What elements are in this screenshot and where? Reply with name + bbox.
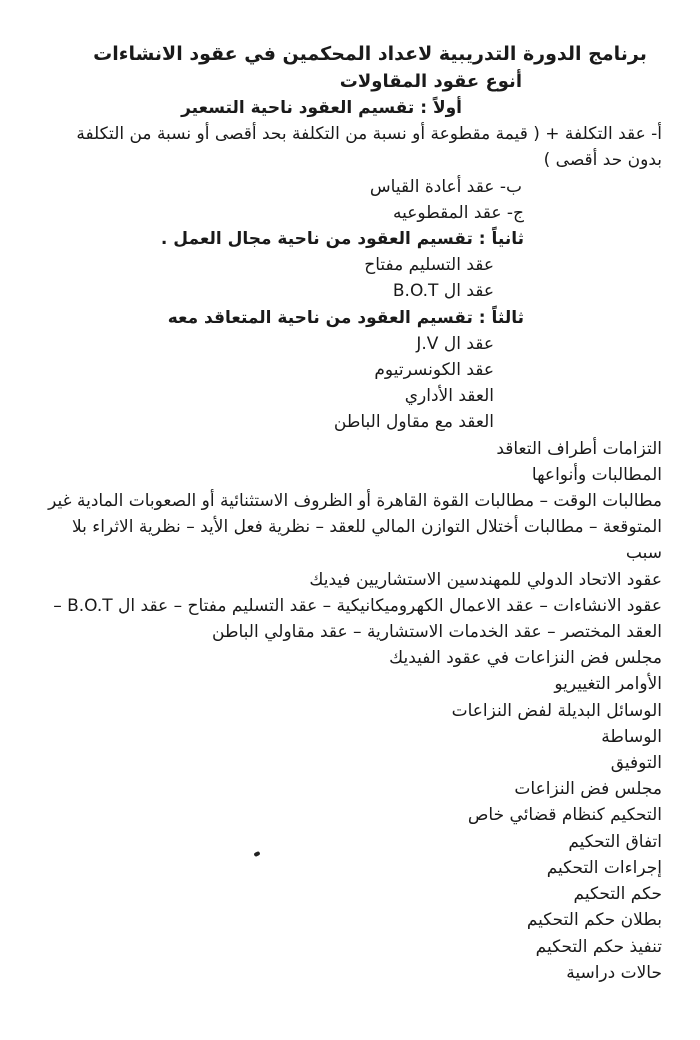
topic-claims: المطالبات وأنواعها (531, 464, 662, 485)
section1-item-b: ب- عقد أعادة القياس (369, 176, 522, 197)
section1-heading: أولاً : تقسيم العقود ناحية التسعير (181, 98, 462, 118)
topic-list-item: مجلس فض النزاعات في عقود الفيديك (389, 648, 662, 669)
section2-item-1: عقد التسليم مفتاح (364, 255, 494, 276)
section3-item-1: عقد ال J.V (416, 333, 494, 354)
topic-list-item: حكم التحكيم (573, 884, 662, 905)
section2-heading: ثانياً : تقسيم العقود من ناحية مجال العمل . (160, 229, 524, 250)
topic-list-item: تنفيذ حكم التحكيم (535, 936, 662, 957)
section3-item-4: العقد مع مقاول الباطن (333, 412, 494, 433)
section3-item-3: العقد الأداري (404, 386, 494, 407)
topic-fidic-detail: عقود الانشاءات – عقد الاعمال الكهروميكانيكية – عقد التسليم مفتاح – عقد ال B.O.T – العقد المختصر – عقد الخدمات الاستشارية – عقد مقاولي الباطن (53, 595, 662, 643)
section1-item-c: ج- عقد المقطوعيه (392, 202, 524, 223)
section3-item-2: عقد الكونسرتيوم (374, 360, 494, 381)
topic-fidic: عقود الاتحاد الدولي للمهندسين الاستشاريين فيديك (309, 569, 662, 590)
section1-item-a: أ- عقد التكلفة + ( قيمة مقطوعة أو نسبة من التكلفة بحد أقصى أو نسبة من التكلفة بدون حد أقصى ) (76, 124, 662, 171)
topic-obligations: التزامات أطراف التعاقد (496, 438, 662, 459)
topic-list-item: حالات دراسية (566, 962, 662, 983)
section3-heading: ثالثاً : تقسيم العقود من ناحية المتعاقد معه (167, 307, 524, 328)
document-title: برنامج الدورة التدريبية لاعداد المحكمين في عقود الانشاءات (93, 43, 647, 65)
section2-item-2: عقد ال B.O.T (392, 281, 494, 302)
topic-list-item: الوساطة (601, 726, 662, 747)
topic-list-item: مجلس فض النزاعات (514, 779, 662, 800)
topic-list-item: الأوامر التغييريو (554, 674, 662, 695)
topic-list-item: التحكيم كنظام قضائي خاص (467, 805, 662, 826)
document-subtitle: أنوع عقود المقاولات (339, 71, 522, 92)
topic-claims-detail: مطالبات الوقت – مطالبات القوة القاهرة أو الظروف الاستثنائية أو الصعوبات المادية غير المتوقعة – مطالبات أختلال التوازن المالي للعقد – نظرية فعل الأيد – نظرية الاثراء بلا سبب (48, 491, 662, 564)
topic-list-item: بطلان حكم التحكيم (526, 910, 662, 931)
topic-list-item: إجراءات التحكيم (546, 857, 662, 878)
topic-list-item: التوفيق (610, 753, 662, 774)
topic-list-item: اتفاق التحكيم (568, 831, 662, 852)
topic-list-item: الوسائل البديلة لفض النزاعات (451, 700, 662, 721)
